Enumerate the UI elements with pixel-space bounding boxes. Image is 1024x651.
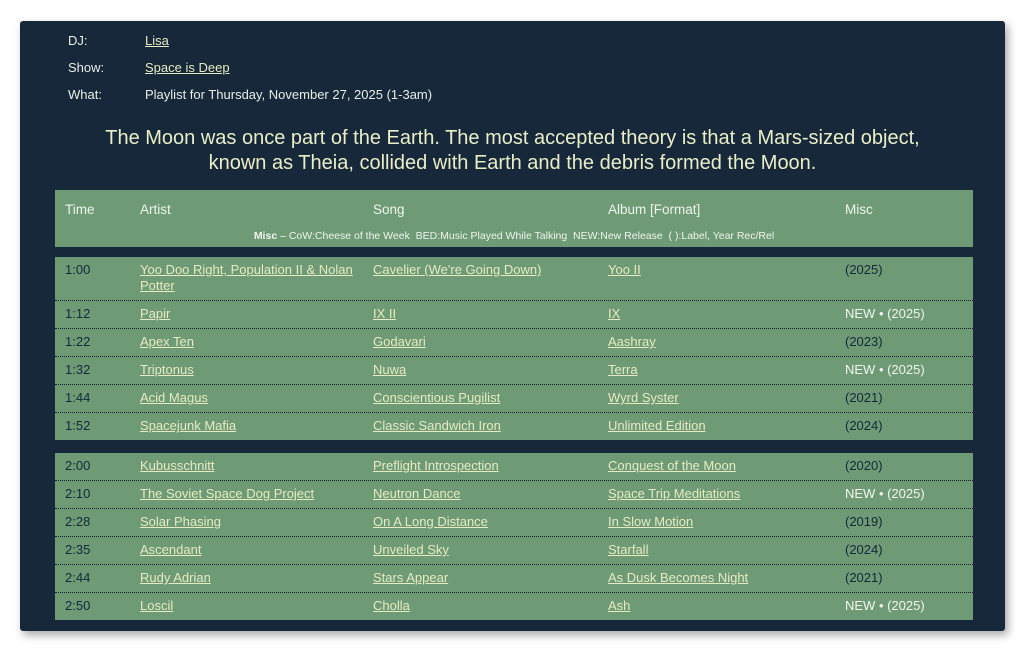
dj-label: DJ: [68,33,88,48]
header-gap [55,247,973,257]
album-link[interactable]: Aashray [608,334,656,349]
table-header [55,190,973,247]
misc-cell: (2024) [845,542,883,557]
show-info [68,33,1005,102]
time-cell: 1:52 [65,418,91,433]
col-header-song: Song [373,202,405,217]
song-link[interactable]: Unveiled Sky [373,542,449,557]
album-link-cell [608,257,833,300]
album-link[interactable]: In Slow Motion [608,514,694,529]
misc-legend-key: Misc [253,230,278,242]
misc-cell: (2023) [845,334,883,349]
album-link[interactable]: Ash [608,598,631,613]
artist-link[interactable]: Yoo Doo Right, Population II & Nolan Potter [140,262,353,293]
table-row [55,508,973,536]
time-cell: 1:00 [65,262,91,277]
fact-headline: The Moon was once part of the Earth. The most accepted theory is that a Mars-sized object, known as Theia, collided with Earth and the debris formed the Moon. [105,127,920,174]
table-row [55,356,973,384]
album-link[interactable]: Conquest of the Moon [608,458,736,473]
col-header-time: Time [65,202,95,217]
playlist-hour-section [55,453,973,620]
song-link[interactable]: Classic Sandwich Iron [373,418,501,433]
album-link[interactable]: Yoo II [608,262,641,277]
song-link[interactable]: Cavelier (We're Going Down) [373,262,542,277]
misc-cell: (2019) [845,514,883,529]
table-row [55,564,973,592]
artist-link[interactable]: Loscil [140,598,174,613]
dj-link[interactable]: Lisa [145,33,169,48]
artist-link-cell [140,257,373,300]
album-link[interactable]: Starfall [608,542,649,557]
song-link-cell [373,509,608,536]
song-link-cell [373,357,608,384]
misc-cell: NEW • (2025) [845,306,925,321]
column-headers [55,197,973,223]
song-link-cell [373,593,608,620]
misc-cell: (2025) [845,262,883,277]
song-link[interactable]: Conscientious Pugilist [373,390,501,405]
playlist-panel [20,21,1005,631]
time-cell: 1:32 [65,362,91,377]
album-link-cell [608,565,833,592]
playlist-hour-section [55,257,973,440]
album-link[interactable]: Space Trip Meditations [608,486,741,501]
time-cell: 2:00 [65,458,91,473]
song-link-cell [373,537,608,564]
artist-link-cell [140,413,373,440]
album-link-cell [608,357,833,384]
misc-cell: (2021) [845,390,883,405]
show-row [68,60,1005,75]
artist-link-cell [140,453,373,480]
section-gap [55,440,973,453]
table-row [55,592,973,620]
show-label: Show: [68,60,105,75]
album-link-cell [608,329,833,356]
album-link-cell [608,481,833,508]
song-link[interactable]: Neutron Dance [373,486,461,501]
table-row [55,328,973,356]
artist-link-cell [140,537,373,564]
song-link-cell [373,413,608,440]
song-link-cell [373,453,608,480]
album-link[interactable]: Unlimited Edition [608,418,706,433]
artist-link-cell [140,301,373,328]
misc-legend-text: – CoW:Cheese of the Week BED:Music Played While Talking NEW:New Release ( ):Label, Year Rec/Rel [277,230,775,242]
time-cell: 2:50 [65,598,91,613]
time-cell: 2:35 [65,542,91,557]
misc-cell: (2021) [845,570,883,585]
artist-link[interactable]: Triptonus [140,362,194,377]
artist-link-cell [140,385,373,412]
song-link-cell [373,257,608,300]
album-link[interactable]: As Dusk Becomes Night [608,570,749,585]
song-link-cell [373,565,608,592]
misc-cell: NEW • (2025) [845,362,925,377]
artist-link[interactable]: Spacejunk Mafia [140,418,237,433]
table-row [55,257,973,300]
time-cell: 1:44 [65,390,91,405]
table-row [55,384,973,412]
what-value: Playlist for Thursday, November 27, 2025 (1-3am) [145,87,433,102]
artist-link-cell [140,509,373,536]
artist-link[interactable]: Acid Magus [140,390,208,405]
artist-link[interactable]: Rudy Adrian [140,570,211,585]
album-link[interactable]: Terra [608,362,638,377]
playlist-table [55,190,973,620]
song-link[interactable]: IX II [373,306,397,321]
song-link[interactable]: Nuwa [373,362,407,377]
artist-link[interactable]: Papir [140,306,171,321]
playlist-sections [55,257,973,620]
time-cell: 2:44 [65,570,91,585]
col-header-artist: Artist [140,202,171,217]
album-link[interactable]: Wyrd Syster [608,390,679,405]
what-label: What: [68,87,102,102]
misc-cell: (2020) [845,458,883,473]
show-link[interactable]: Space is Deep [145,60,230,75]
album-link-cell [608,509,833,536]
artist-link[interactable]: Ascendant [140,542,202,557]
album-link[interactable]: IX [608,306,621,321]
song-link-cell [373,329,608,356]
artist-link-cell [140,481,373,508]
song-link[interactable]: Cholla [373,598,410,613]
col-header-misc: Misc [845,202,873,217]
misc-legend [55,230,973,242]
album-link-cell [608,453,833,480]
song-link-cell [373,385,608,412]
table-row [55,300,973,328]
time-cell: 2:10 [65,486,91,501]
artist-link[interactable]: Solar Phasing [140,514,221,529]
misc-cell: NEW • (2025) [845,598,925,613]
artist-link-cell [140,357,373,384]
artist-link[interactable]: Apex Ten [140,334,194,349]
table-row [55,453,973,480]
song-link-cell [373,301,608,328]
time-cell: 1:12 [65,306,91,321]
artist-link-cell [140,593,373,620]
misc-cell: (2024) [845,418,883,433]
song-link[interactable]: On A Long Distance [373,514,488,529]
artist-link-cell [140,329,373,356]
time-cell: 2:28 [65,514,91,529]
album-link-cell [608,593,833,620]
misc-cell: NEW • (2025) [845,486,925,501]
time-cell: 1:22 [65,334,91,349]
song-link[interactable]: Preflight Introspection [373,458,499,473]
col-header-album: Album [Format] [608,202,701,217]
song-link[interactable]: Godavari [373,334,426,349]
album-link-cell [608,537,833,564]
song-link[interactable]: Stars Appear [373,570,449,585]
album-link-cell [608,301,833,328]
what-row [68,87,1005,102]
song-link-cell [373,481,608,508]
album-link-cell [608,413,833,440]
artist-link[interactable]: The Soviet Space Dog Project [140,486,315,501]
artist-link[interactable]: Kubusschnitt [140,458,215,473]
dj-row [68,33,1005,48]
table-row [55,536,973,564]
table-row [55,480,973,508]
table-row [55,412,973,440]
artist-link-cell [140,565,373,592]
album-link-cell [608,385,833,412]
